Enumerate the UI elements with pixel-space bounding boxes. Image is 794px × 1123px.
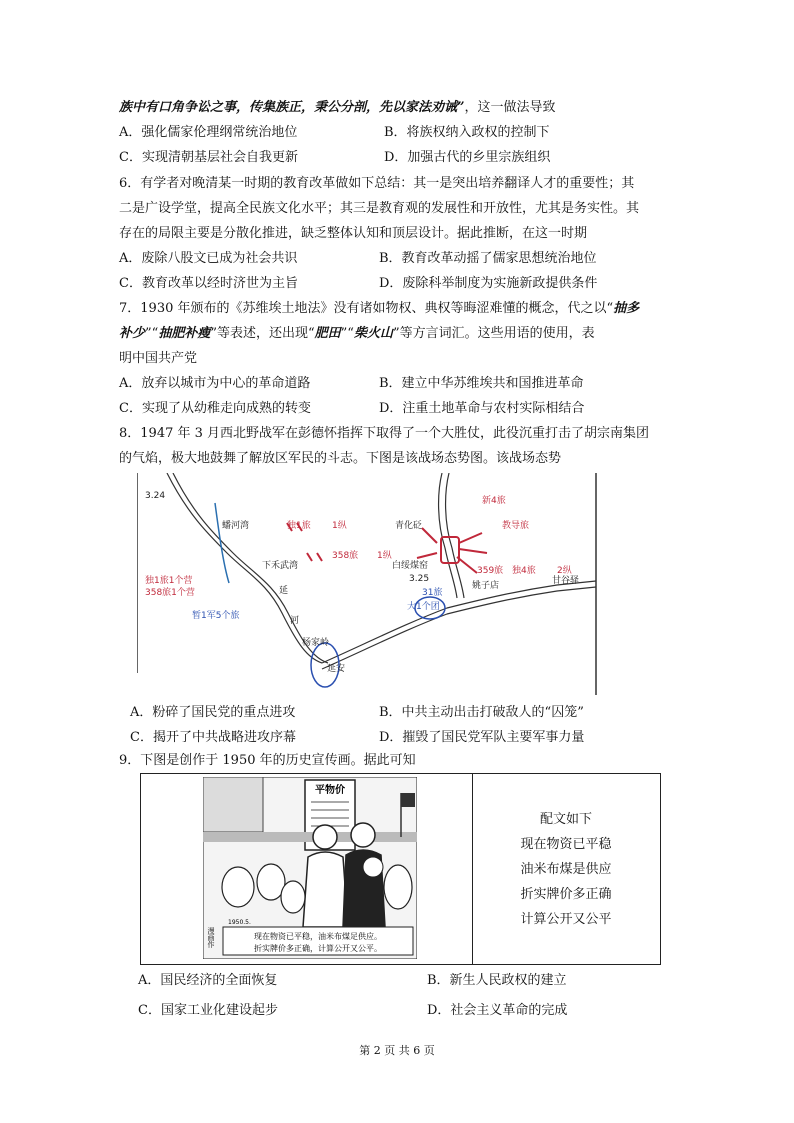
q5-stem-tail [119,98,556,118]
q7-stem-line3: 明中国共产党 [119,351,198,366]
q7-quote: 补少 [119,326,146,341]
map-label-unit9: 教导旅 [502,521,530,531]
q6-stem-line1: 6．有学者对晚清某一时期的教育改革做如下总结：其一是突出培养翻译人才的重要性；其 [119,176,635,191]
map-label-unit14: 大1个团 [407,602,440,612]
propaganda-poster [203,777,417,959]
q7-stem-line1 [119,299,639,319]
q7-quote: 柴火山 [353,326,393,341]
map-label-unit3: 独1旅 [287,521,311,531]
q7-option-d: D．注重土地革命与农村实际相结合 [379,401,585,416]
q7-quote: 抽肥补瘦 [158,326,211,341]
q6-option-b: B．教育改革动摇了儒家思想统治地位 [379,251,597,266]
caption-title: 配文如下 [539,812,592,827]
q7-text: ”“ [145,326,159,341]
map-label-place7: 青化砭 [395,521,423,531]
q8-stem-line1: 8．1947 年 3 月西北野战军在彭德怀指挥下取得了一个大胜仗，此役沉重打击了胡宗南集团 [119,426,650,441]
caption-line-1: 现在物资已平稳 [520,837,612,852]
q7-text: ”“ [340,326,354,341]
q6-option-c: C．教育改革以经时济世为主旨 [119,276,298,291]
map-label-date2: 3.25 [409,574,430,584]
caption-line-4: 计算公开又公平 [520,912,612,927]
q7-text: ”等方言词汇。这些用语的使用，表 [392,326,595,341]
poster-caption-line2: 折实牌价多正确，计算公开又公平。 [254,944,382,953]
q7-option-b: B．建立中华苏维埃共和国推进革命 [379,376,584,391]
map-label-place6: 延安 [327,664,346,674]
q7-quote: 肥田 [314,326,341,341]
map-label-place2: 下禾武湾 [262,561,299,571]
map-label-place8: 白绥煤窑 [392,561,429,571]
q8-option-b: B．中共主动出击打破敌人的“囚笼” [379,705,584,720]
q7-stem-line2 [119,324,595,344]
map-label-unit13: 31旅 [422,588,443,598]
map-label-unit8: 新4旅 [482,496,506,506]
q8-stem-line2: 的气焰，极大地鼓舞了解放区军民的斗志。下图是该战场态势图。该战场态势 [119,451,562,466]
q9-option-c: C．国家工业化建设起步 [138,1003,278,1018]
q7-option-c: C．实现了从幼稚走向成熟的转变 [119,401,311,416]
q6-option-a: A．废除八股文已成为社会共识 [119,251,298,266]
q9-option-a: A．国民经济的全面恢复 [138,973,278,988]
map-label-unit1: 独1旅1个营 [145,576,193,586]
poster-side-text: 漫画作 [207,927,215,948]
map-label-place10: 甘谷驿 [552,576,580,586]
caption-line-2: 油米布煤是供应 [520,862,612,877]
q6-stem-line3: 存在的局限主要是分散化推进，缺乏整体认知和顶层设计。据此推断，在这一时期 [119,226,588,241]
map-label-unit6: 1纵 [377,551,392,561]
q9-option-b: B．新生人民政权的建立 [427,973,567,988]
map-label-unit11: 独4旅 [512,566,536,576]
poster-sign-text: 平物价 [315,785,345,796]
q8-option-a: A．粉碎了国民党的重点进攻 [130,705,296,720]
map-label-unit10: 359旅 [477,566,504,576]
q9-stem: 9．下图是创作于 1950 年的历史宣传画。据此可知 [119,753,416,768]
poster-caption-line1: 现在物资已平稳，油米布煤足供应。 [254,932,382,941]
map-label-unit2: 358旅1个营 [145,588,195,598]
map-label-unit12: 2纵 [557,566,572,576]
q7-option-a: A．放弃以城市为中心的革命道路 [119,376,311,391]
q5-option-b: B．将族权纳入政权的控制下 [384,125,550,140]
map-label-unit4: 1纵 [332,521,347,531]
q5-stem-rest: ，这一做法导致 [464,100,556,115]
map-label-unit7: 暂1军5个旅 [192,611,240,621]
q5-option-a: A．强化儒家伦理纲常统治地位 [119,125,298,140]
q7-text: ”等表述，还出现“ [210,326,315,341]
map-label-place4: 河 [290,616,300,626]
page-footer: 第 2 页 共 6 页 [359,1044,435,1057]
q5-quote: 族中有口角争讼之事，传集族正，秉公分剖，先以家法劝诫” [119,100,465,115]
battle-situation-map [137,473,597,695]
q5-option-c: C．实现清朝基层社会自我更新 [119,150,298,165]
poster-date: 1950.5. [228,919,251,926]
q8-option-c: C．揭开了中共战略进攻序幕 [130,730,296,745]
caption-line-3: 折实牌价多正确 [520,887,612,902]
poster-table-divider [472,773,473,964]
map-label-place5: 杨家岭 [302,638,330,648]
q7-text: 7．1930 年颁布的《苏维埃土地法》没有诸如物权、典权等晦涩难懂的概念，代之以“ [119,301,614,316]
map-label-place1: 蟠河湾 [222,521,250,531]
q6-option-d: D．废除科举制度为实施新政提供条件 [379,276,598,291]
map-label-place9: 姚子店 [472,581,500,591]
map-label-date1: 3.24 [145,491,166,501]
q5-option-d: D．加强古代的乡里宗族组织 [384,150,551,165]
q8-option-d: D．摧毁了国民党军队主要军事力量 [379,730,585,745]
map-label-place3: 延 [279,586,289,596]
q7-quote: 抽多 [613,301,640,316]
q9-option-d: D．社会主义革命的完成 [427,1003,568,1018]
q6-stem-line2: 二是广设学堂，提高全民族文化水平；其三是教育观的发展性和开放性，尤其是务实性。其 [119,201,640,216]
map-label-unit5: 358旅 [332,551,359,561]
